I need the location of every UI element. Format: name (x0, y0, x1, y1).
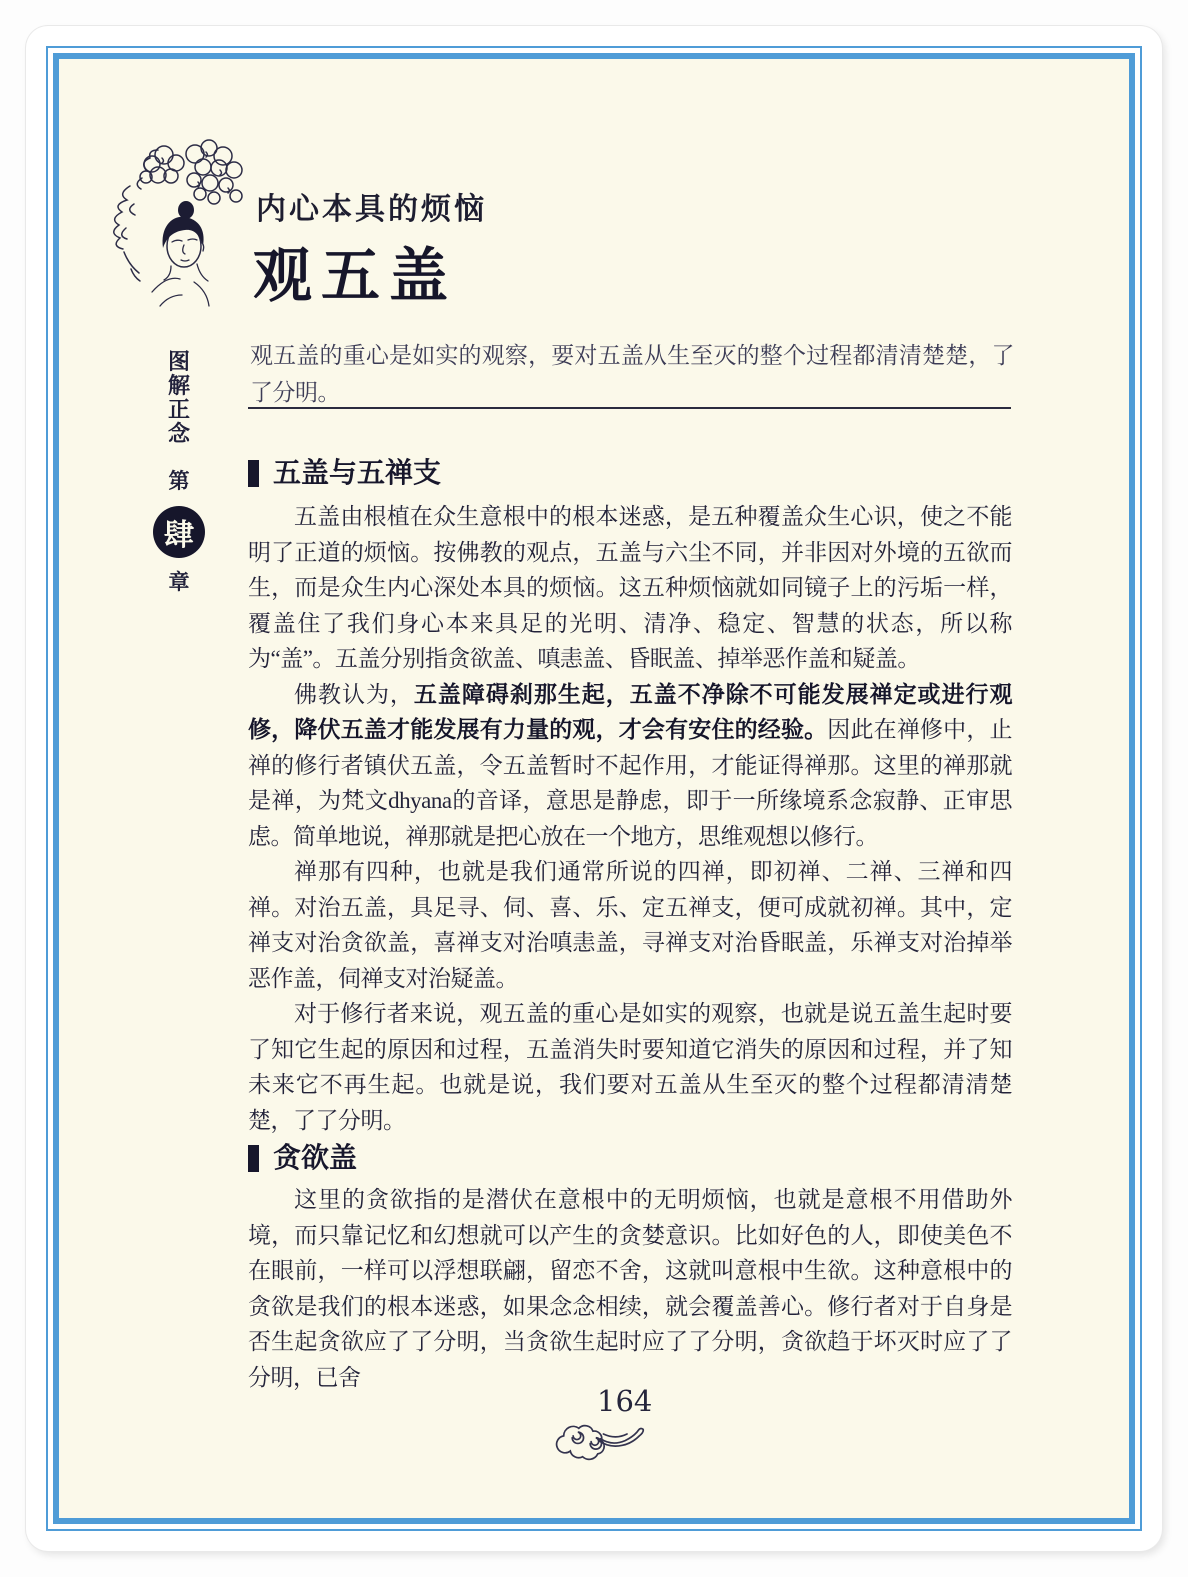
book-title-char: 解 (167, 373, 190, 398)
horizontal-rule (248, 407, 1011, 409)
emphasized-text: 五盖障碍刹那生起，五盖不净除不可能发展禅定或进行观修，降伏五盖才能发展有力量的观，才会有安住的经验。 (248, 680, 1013, 742)
buddha-illustration-icon (100, 130, 252, 314)
chapter-abstract: 观五盖的重心是如实的观察，要对五盖从生至灭的整个过程都清清楚楚，了了分明。 (250, 343, 1014, 405)
section-heading-1 (248, 456, 1012, 490)
spine-sidebar (150, 350, 208, 596)
paragraph-text: 因此在禅修中，止禅的修行者镇伏五盖，令五盖暂时不起作用，才能证得禅那。这里的禅那就是禅，为梵文dhyana的音译，意思是静虑，即于一所缘境系念寂静、正审思虑。简单地说，禅那就是把心放在一个地方，思维观想以修行。 (248, 717, 1012, 849)
section-heading-2 (248, 1141, 1012, 1175)
page-title: 观五盖 (253, 243, 458, 309)
book-title-char: 图 (167, 349, 190, 374)
cloud-ornament-icon (541, 1405, 645, 1463)
section-marker-icon (248, 460, 259, 487)
paragraph: 五盖由根植在众生意根中的根本迷惑，是五种覆盖众生心识，使之不能明了正道的烦恼。按佛教的观点，五盖与六尘不同，并非因对外境的五欲而生，而是众生内心深处本具的烦恼。这五种烦恼就如同镜子上的污垢一样，覆盖住了我们身心本来具足的光明、清净、稳定、智慧的状态，所以称为“盖”。五盖分别指贪欲盖、嗔恚盖、昏眠盖、掉举恶作盖和疑盖。 (248, 504, 1012, 671)
section-kicker: 内心本具的烦恼 (256, 193, 487, 226)
body-column (248, 456, 1012, 1395)
chapter-number: 肆 (164, 519, 194, 552)
page-number: 164 (597, 1384, 653, 1418)
book-title-char: 念 (167, 421, 190, 446)
paragraph-text: 佛教认为， (294, 681, 414, 707)
paragraph: 禅那有四种，也就是我们通常所说的四禅，即初禅、二禅、三禅和四禅。对治五盖，具足寻、伺、喜、乐、定五禅支，便可成就初禅。其中，定禅支对治贪欲盖，喜禅支对治嗔恚盖，寻禅支对治昏眠盖，乐禅支对治掉举恶作盖，伺禅支对治疑盖。 (248, 859, 1012, 991)
chapter-prefix: 第 (168, 469, 190, 493)
chapter-suffix: 章 (168, 570, 190, 594)
paragraph: 对于修行者来说，观五盖的重心是如实的观察，也就是说五盖生起时要了知它生起的原因和过程，五盖消失时要知道它消失的原因和过程，并了知未来它不再生起。也就是说，我们要对五盖从生至灭的整个过程都清清楚楚，了了分明。 (248, 1001, 1012, 1133)
paragraph (248, 677, 1012, 855)
paragraph: 这里的贪欲指的是潜伏在意根中的无明烦恼，也就是意根不用借助外境，而只靠记忆和幻想就可以产生的贪婪意识。比如好色的人，即使美色不在眼前，一样可以浮想联翩，留恋不舍，这就叫意根中生欲。这种意根中的贪欲是我们的根本迷惑，如果念念相续，就会覆盖善心。修行者对于自身是否生起贪欲应了了分明，当贪欲生起时应了了分明，贪欲趋于坏灭时应了了分明，已舍 (248, 1187, 1012, 1390)
chapter-number-badge (153, 506, 205, 558)
book-title-char: 正 (167, 397, 190, 422)
section-heading-label: 五盖与五禅支 (273, 457, 442, 488)
section-heading-label: 贪欲盖 (273, 1142, 358, 1173)
section-marker-icon (248, 1145, 259, 1172)
